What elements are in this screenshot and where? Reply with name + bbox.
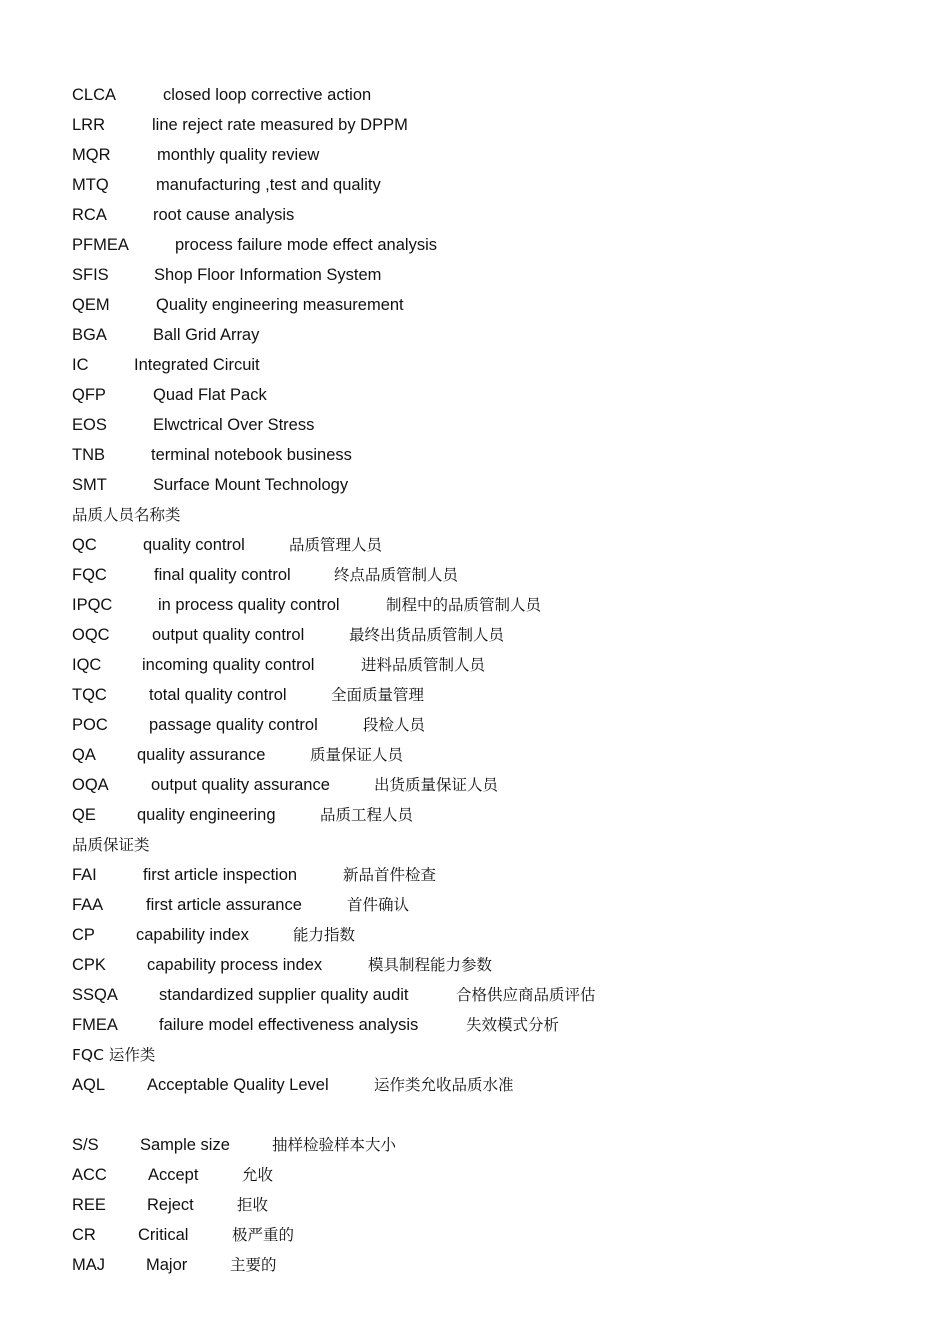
term-english: Integrated Circuit — [134, 356, 260, 374]
term-english: capability process index — [147, 956, 323, 974]
term-english: output quality assurance — [151, 776, 330, 794]
term-english: quality engineering — [137, 806, 276, 824]
term-english: standardized supplier quality audit — [159, 986, 409, 1004]
term-english: in process quality control — [158, 596, 340, 614]
term-abbreviation: TNB — [72, 446, 105, 464]
section-heading — [72, 1040, 910, 1070]
glossary-entry — [72, 1130, 910, 1160]
glossary-entry — [72, 350, 910, 380]
glossary-entry — [72, 80, 910, 110]
term-chinese: 质量保证人员 — [310, 746, 404, 764]
term-english: Reject — [147, 1196, 194, 1214]
term-english: Elwctrical Over Stress — [153, 416, 315, 434]
term-chinese: 能力指数 — [293, 926, 356, 944]
term-chinese: 新品首件检查 — [343, 866, 437, 884]
term-english: final quality control — [154, 566, 291, 584]
term-abbreviation: FQC — [72, 566, 107, 584]
term-abbreviation: RCA — [72, 206, 107, 224]
term-chinese: 合格供应商品质评估 — [456, 986, 596, 1004]
term-abbreviation: TQC — [72, 686, 107, 704]
glossary-entry — [72, 710, 910, 740]
term-abbreviation: FAA — [72, 896, 104, 914]
glossary-entry — [72, 890, 910, 920]
glossary-entry — [72, 1190, 910, 1220]
glossary-page — [72, 80, 910, 1280]
glossary-entry — [72, 200, 910, 230]
term-abbreviation: S/S — [72, 1136, 99, 1154]
glossary-entry — [72, 650, 910, 680]
glossary-entry — [72, 470, 910, 500]
term-english: Critical — [138, 1226, 189, 1244]
term-abbreviation: SMT — [72, 476, 107, 494]
term-abbreviation: QFP — [72, 386, 106, 404]
section-heading-text: 品质人员名称类 — [72, 506, 181, 524]
term-chinese: 最终出货品质管制人员 — [349, 626, 505, 644]
term-abbreviation: BGA — [72, 326, 107, 344]
term-abbreviation: PFMEA — [72, 236, 129, 254]
section-heading-text: 品质保证类 — [72, 836, 150, 854]
term-abbreviation: MAJ — [72, 1256, 105, 1274]
term-english: capability index — [136, 926, 249, 944]
term-chinese: 运作类允收品质水准 — [374, 1076, 514, 1094]
term-chinese: 制程中的品质管制人员 — [386, 596, 542, 614]
glossary-entry — [72, 1250, 910, 1280]
term-english: closed loop corrective action — [163, 86, 372, 104]
term-english: quality control — [143, 536, 245, 554]
glossary-entry — [72, 980, 910, 1010]
glossary-entry — [72, 110, 910, 140]
glossary-entry — [72, 680, 910, 710]
term-abbreviation: QA — [72, 746, 96, 764]
glossary-entry — [72, 770, 910, 800]
glossary-entry — [72, 1160, 910, 1190]
glossary-entry — [72, 410, 910, 440]
glossary-entry — [72, 260, 910, 290]
glossary-entry — [72, 170, 910, 200]
term-english: Surface Mount Technology — [153, 476, 349, 494]
term-abbreviation: QE — [72, 806, 96, 824]
term-abbreviation: AQL — [72, 1076, 106, 1094]
term-chinese: 允收 — [242, 1166, 274, 1184]
term-abbreviation: EOS — [72, 416, 107, 434]
term-english: terminal notebook business — [151, 446, 352, 464]
term-abbreviation: FAI — [72, 866, 97, 884]
term-abbreviation: IC — [72, 356, 89, 374]
section-heading — [72, 500, 910, 530]
term-english: total quality control — [149, 686, 287, 704]
term-english: output quality control — [152, 626, 305, 644]
term-english: first article inspection — [143, 866, 298, 884]
term-abbreviation: LRR — [72, 116, 106, 134]
glossary-entry — [72, 440, 910, 470]
term-abbreviation: MQR — [72, 146, 111, 164]
term-english: process failure mode effect analysis — [175, 236, 437, 254]
section-heading-text: FQC 运作类 — [72, 1046, 156, 1064]
glossary-entry — [72, 140, 910, 170]
glossary-entry — [72, 950, 910, 980]
term-abbreviation: IPQC — [72, 596, 113, 614]
term-abbreviation: MTQ — [72, 176, 109, 194]
term-abbreviation: QEM — [72, 296, 110, 314]
glossary-entry — [72, 290, 910, 320]
term-english: Major — [146, 1256, 188, 1274]
term-abbreviation: FMEA — [72, 1016, 118, 1034]
section-heading — [72, 830, 910, 860]
term-english: incoming quality control — [142, 656, 315, 674]
term-abbreviation: REE — [72, 1196, 106, 1214]
term-english: Quality engineering measurement — [156, 296, 404, 314]
glossary-entry — [72, 560, 910, 590]
term-chinese: 模具制程能力参数 — [368, 956, 493, 974]
term-chinese: 主要的 — [230, 1256, 277, 1274]
glossary-entry — [72, 1220, 910, 1250]
term-english: first article assurance — [146, 896, 302, 914]
term-english: manufacturing ,test and quality — [156, 176, 381, 194]
term-abbreviation: IQC — [72, 656, 102, 674]
term-abbreviation: SFIS — [72, 266, 109, 284]
glossary-entry — [72, 860, 910, 890]
term-chinese: 首件确认 — [347, 896, 410, 914]
term-abbreviation: CP — [72, 926, 95, 944]
term-abbreviation: OQC — [72, 626, 110, 644]
term-abbreviation: CLCA — [72, 86, 117, 104]
term-chinese: 极严重的 — [232, 1226, 295, 1244]
term-english: passage quality control — [149, 716, 318, 734]
term-english: Quad Flat Pack — [153, 386, 267, 404]
glossary-entry — [72, 920, 910, 950]
term-chinese: 全面质量管理 — [331, 686, 425, 704]
glossary-entry — [72, 1010, 910, 1040]
term-english: root cause analysis — [153, 206, 295, 224]
term-abbreviation: ACC — [72, 1166, 107, 1184]
term-chinese: 失效模式分析 — [466, 1016, 560, 1034]
term-chinese: 抽样检验样本大小 — [272, 1136, 397, 1154]
term-chinese: 终点品质管制人员 — [334, 566, 459, 584]
glossary-entry — [72, 740, 910, 770]
term-english: Accept — [148, 1166, 199, 1184]
term-abbreviation: QC — [72, 536, 97, 554]
term-english: line reject rate measured by DPPM — [152, 116, 408, 134]
glossary-entry — [72, 800, 910, 830]
term-english: Ball Grid Array — [153, 326, 260, 344]
term-abbreviation: CPK — [72, 956, 106, 974]
term-english: failure model effectiveness analysis — [159, 1016, 419, 1034]
term-english: Acceptable Quality Level — [147, 1076, 329, 1094]
term-english: Sample size — [140, 1136, 230, 1154]
glossary-entry — [72, 320, 910, 350]
term-chinese: 进料品质管制人员 — [361, 656, 486, 674]
term-english: monthly quality review — [157, 146, 320, 164]
term-abbreviation: CR — [72, 1226, 96, 1244]
term-english: Shop Floor Information System — [154, 266, 382, 284]
term-english: quality assurance — [137, 746, 266, 764]
term-chinese: 段检人员 — [363, 716, 426, 734]
term-abbreviation: SSQA — [72, 986, 118, 1004]
term-chinese: 品质工程人员 — [320, 806, 414, 824]
term-abbreviation: OQA — [72, 776, 109, 794]
term-chinese: 拒收 — [237, 1196, 269, 1214]
glossary-entry — [72, 590, 910, 620]
glossary-entry — [72, 230, 910, 260]
blank-line — [72, 1100, 910, 1130]
term-chinese: 出货质量保证人员 — [374, 776, 499, 794]
glossary-entry — [72, 1070, 910, 1100]
glossary-entry — [72, 380, 910, 410]
term-abbreviation: POC — [72, 716, 108, 734]
glossary-entry — [72, 530, 910, 560]
term-chinese: 品质管理人员 — [289, 536, 383, 554]
glossary-entry — [72, 620, 910, 650]
